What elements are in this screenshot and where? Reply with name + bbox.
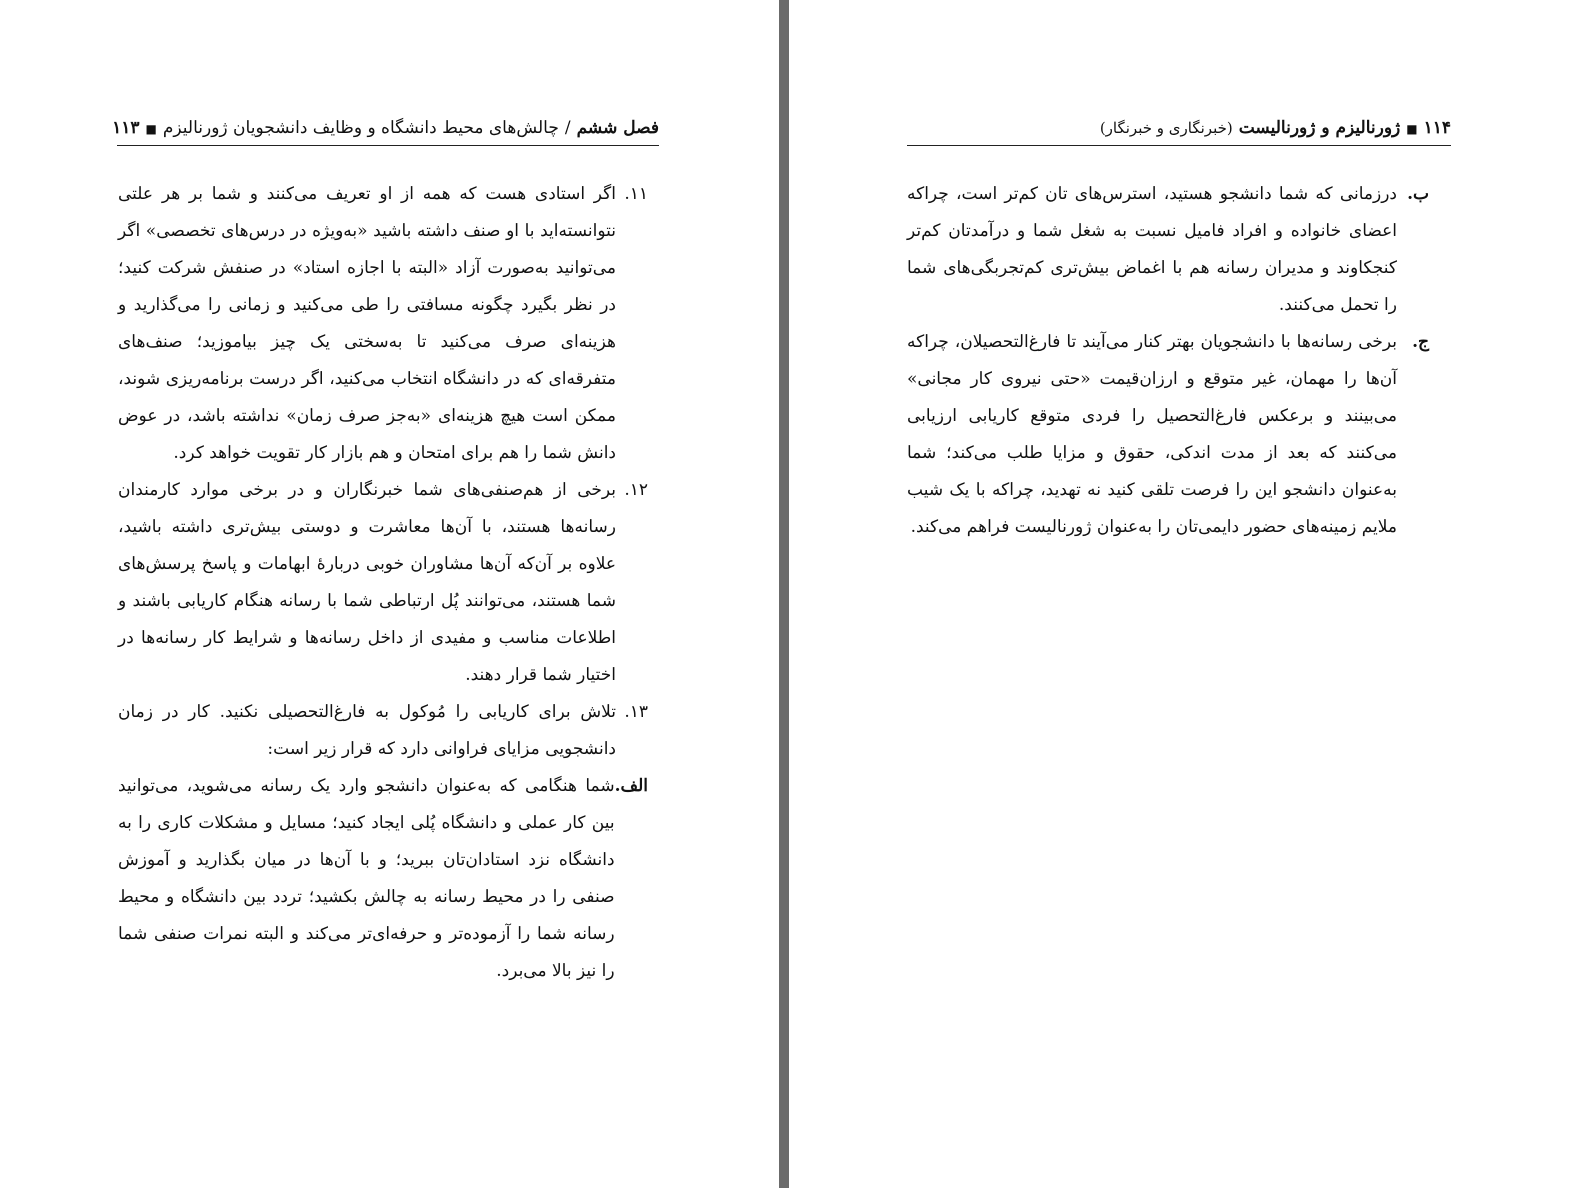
page-number: ۱۱۴ xyxy=(1423,118,1451,138)
book-title: ژورنالیزم و ژورنالیست xyxy=(1238,118,1401,138)
list-item xyxy=(118,176,648,472)
square-bullet-icon: ■ xyxy=(145,122,157,136)
left-running-header xyxy=(112,116,659,146)
page-number: ۱۱۳ xyxy=(112,118,140,138)
item-marker: ب. xyxy=(1407,184,1429,204)
item-marker: ج. xyxy=(1412,332,1429,352)
item-text: شما هنگامی که به‌عنوان دانشجو وارد یک رسانه می‌شوید، می‌توانید بین کار عملی و دانشگاه پُلی ایجاد کنید؛ مسایل و مشکلات کاری را به دانشگاه نزد استادان‌تان ببرید؛ و با آن‌ها در میان بگذارید و آموزش صنفی را در محیط رسانه به چالش بکشید؛ تردد بین دانشگاه و محیط رسانه شما را آزموده‌تر و حرفه‌ای‌تر می‌کند و البته نمرات صنفی شما را نیز بالا می‌برد. xyxy=(118,776,615,981)
header-separator: / xyxy=(564,118,571,138)
item-marker: ۱۱. xyxy=(624,184,648,204)
item-text: اگر استادی هست که همه از او تعریف می‌کنند و شما بر هر علتی نتوانسته‌اید با او صنف داشته باشید «به‌ویژه در درس‌های تخصصی» اگر می‌توانید به‌صورت آزاد «البته با اجازه استاد» در صنفش شرکت کنید؛ در نظر بگیرد چگونه مسافتی را طی می‌کنید و زمانی را می‌گذارید و هزینه‌ای صرف می‌کنید تا به‌سختی یک چیز بیاموزید؛ صنف‌های متفرقه‌ای که در دانشگاه انتخاب می‌کنید، اگر درست برنامه‌ریزی شوند، ممکن است هیچ هزینه‌ای «به‌جز صرف زمان» نداشته باشد، در عوض دانش شما را هم برای امتحان و هم بازار کار تقویت خواهد کرد. xyxy=(118,184,616,463)
list-item xyxy=(907,324,1429,546)
right-running-header xyxy=(907,116,1451,146)
list-item xyxy=(118,768,648,990)
item-marker: ۱۳. xyxy=(624,702,648,722)
chapter-title: چالش‌های محیط دانشگاه و وظایف دانشجویان ژورنالیزم xyxy=(162,118,559,138)
item-text: برخی رسانه‌ها با دانشجویان بهتر کنار می‌آیند تا فارغ‌التحصیلان، چراکه آن‌ها را مهمان، غیر متوقع و ارزان‌قیمت «حتی نیروی کار مجانی» می‌بینند و برعکس فارغ‌التحصیل را فردی متوقع کاریابی ارزیابی می‌کنند که بعد از مدت اندکی، حقوق و مزایا طلب می‌کند؛ شما به‌عنوان دانشجو این را فرصت تلقی کنید نه تهدید، چراکه با یک شیب ملایم زمینه‌های حضور دایمی‌تان را به‌عنوان ژورنالیست فراهم می‌کند. xyxy=(907,332,1397,537)
right-body-text xyxy=(907,176,1429,546)
left-body-text xyxy=(118,176,648,990)
right-page xyxy=(789,0,1570,1188)
item-marker: الف. xyxy=(614,776,648,796)
list-item xyxy=(118,694,648,768)
list-item xyxy=(118,472,648,694)
item-marker: ۱۲. xyxy=(624,480,648,500)
book-gutter xyxy=(779,0,789,1188)
book-subtitle: (خبرنگاری و خبرنگار) xyxy=(1099,119,1233,137)
left-page xyxy=(0,0,779,1188)
item-text: برخی از هم‌صنفی‌های شما خبرنگاران و در برخی موارد کارمندان رسانه‌ها هستند، با آن‌ها معاشرت و دوستی بیش‌تری داشته باشید، علاوه بر آن‌که آن‌ها مشاوران خوبی دربارهٔ ابهامات و پاسخ پرسش‌های شما هستند، می‌توانند پُل ارتباطی شما با رسانه هنگام کاریابی باشند و اطلاعات مناسب و مفیدی از داخل رسانه‌ها و شرایط کار رسانه‌ها در اختیار شما قرار دهند. xyxy=(118,480,616,685)
square-bullet-icon: ■ xyxy=(1406,122,1418,136)
list-item xyxy=(907,176,1429,324)
chapter-label: فصل ششم xyxy=(576,118,659,138)
item-text: تلاش برای کاریابی را مُوکول به فارغ‌التحصیلی نکنید. کار در زمان دانشجویی مزایای فراوانی دارد که قرار زیر است: xyxy=(118,702,616,759)
item-text: درزمانی که شما دانشجو هستید، استرس‌های تان کم‌تر است، چراکه اعضای خانواده و افراد فامیل نسبت به شغل شما و درآمدتان کم‌تر کنجکاوند و مدیران رسانه هم با اغماض بیش‌تری کم‌تجربگی‌های شما را تحمل می‌کنند. xyxy=(907,184,1397,315)
